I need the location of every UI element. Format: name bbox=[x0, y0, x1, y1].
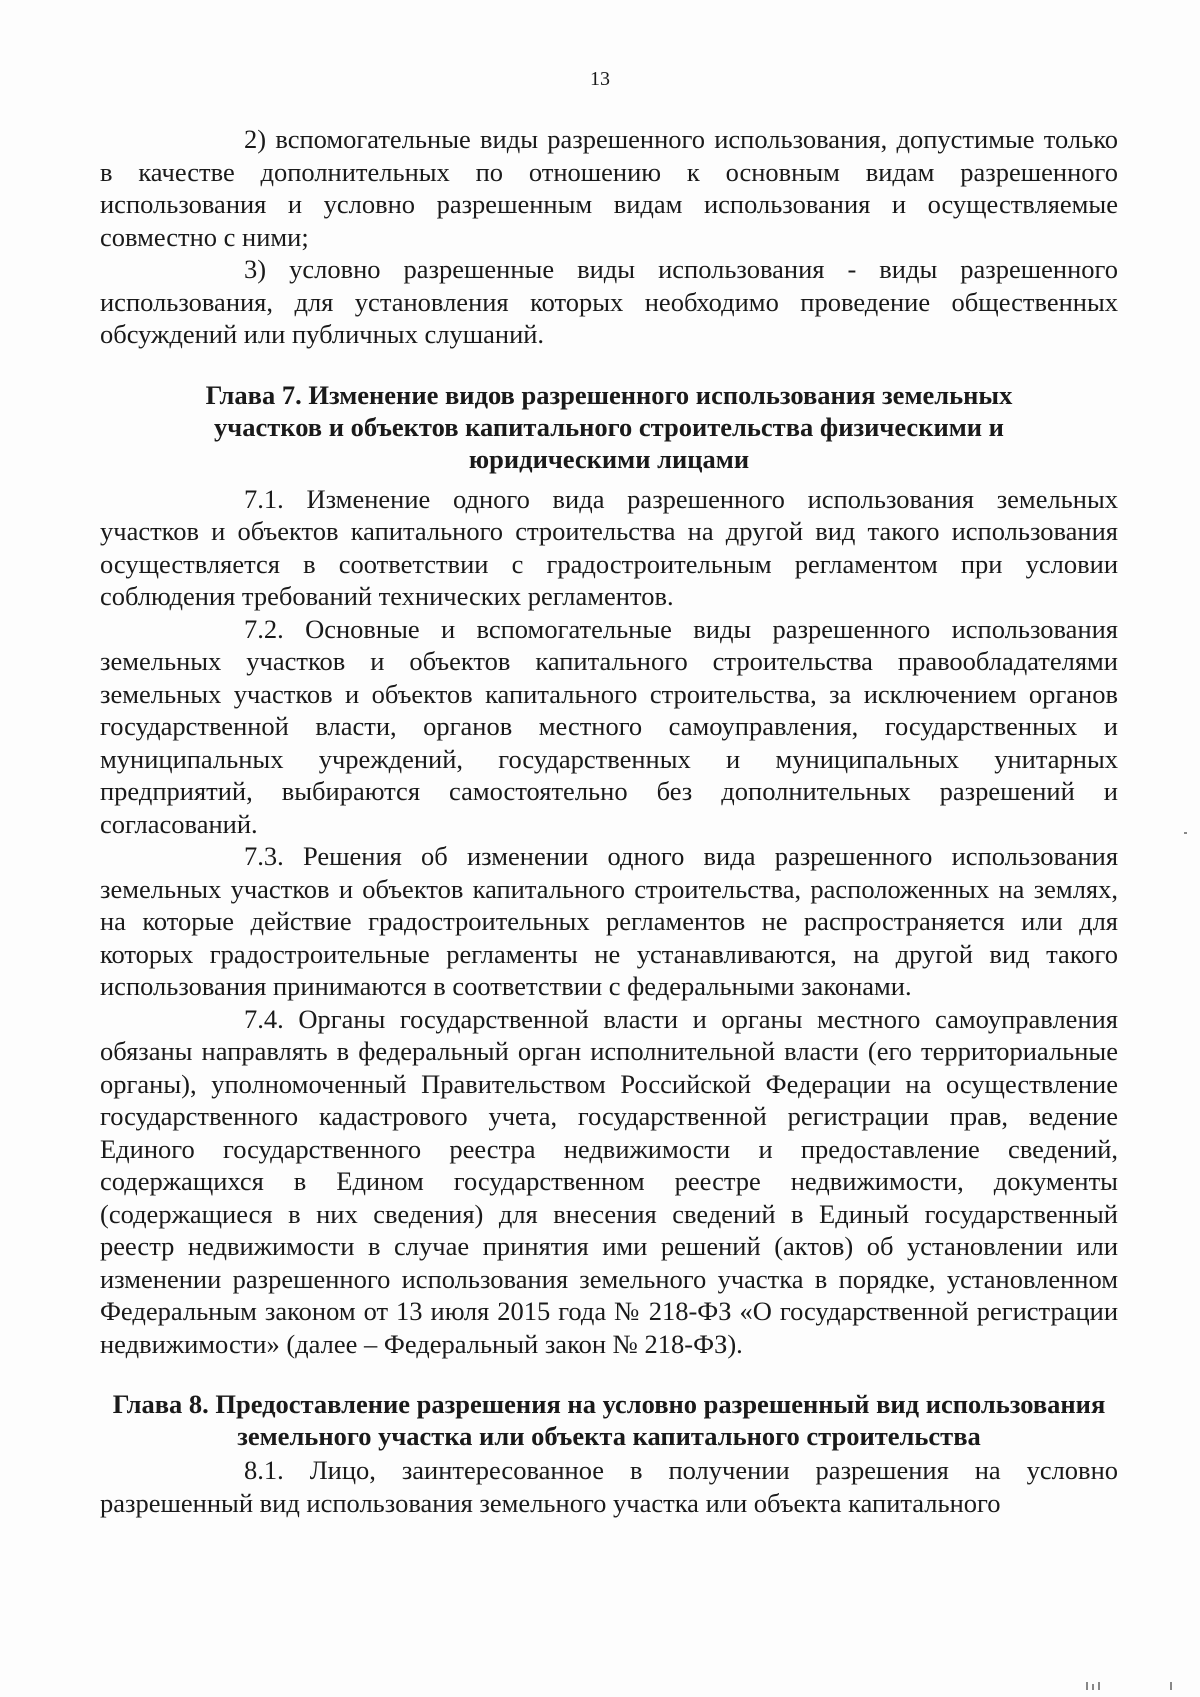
paragraph-7-4 bbox=[100, 1003, 1118, 1361]
paragraph-text: Органы государственной власти и органы местного самоуправления обязаны направлять в федеральный орган исполнительной власти (его территориальные органы), уполномоченный Правительством Российской Федерации на осуществление государственного кадастрового учета, государственной регистрации прав, ведение Единого государственного реестра недвижимости и предоставление сведений, содержащихся в Едином государственном реестре недвижимости, документы (содержащиеся в них сведения) для внесения сведений в Единый государственный реестр недвижимости в случае принятия ими решений (актов) об установлении или изменении разрешенного использования земельного участка в порядке, установленном Федеральным законом от 13 июля 2015 года № 218-ФЗ «О государственной регистрации недвижимости» (далее – Федеральный закон № 218-ФЗ). bbox=[100, 1003, 1118, 1359]
page-number: 13 bbox=[590, 68, 610, 90]
paragraph-text: Лицо, заинтересованное в получении разрешения на условно разрешенный вид использования земельного участка или объекта капитального bbox=[100, 1455, 1119, 1518]
paragraph-number: 7.3. bbox=[244, 841, 284, 871]
paragraph-number: 8.1. bbox=[244, 1455, 284, 1485]
scan-artifact bbox=[1092, 1684, 1094, 1690]
list-item bbox=[100, 253, 1118, 351]
list-item-number: 3) bbox=[244, 254, 267, 284]
paragraph-7-3 bbox=[100, 840, 1118, 1003]
paragraph-number: 7.2. bbox=[244, 613, 284, 644]
scan-artifact bbox=[1184, 832, 1187, 834]
paragraph-text: Основные и вспомогательные виды разрешенного использования земельных участков и объектов капитального строительства правообладателями земельных участков и объектов капитального строительства, за исключением органов государственной власти, органов местного самоуправления, государственных и муниципальных учреждений, государственных и муниципальных унитарных предприятий, выбираются самостоятельно без дополнительных разрешений и согласований. bbox=[100, 613, 1118, 839]
paragraph-7-2 bbox=[100, 613, 1118, 841]
scan-artifact bbox=[1098, 1682, 1100, 1690]
list-item-text: условно разрешенные виды использования - виды разрешенного использования, для установления которых необходимо проведение общественных обсуждений или публичных слушаний. bbox=[100, 254, 1118, 349]
paragraph-text: Решения об изменении одного вида разрешенного использования земельных участков и объектов капитального строительства, расположенных на землях, на которые действие градостроительных регламентов не распространяется или для которых градостроительные регламенты не устанавливаются, на другой вид такого использования принимаются в соответствии с федеральными законами. bbox=[100, 841, 1119, 1001]
list-item bbox=[100, 123, 1118, 253]
paragraph-number: 7.4. bbox=[244, 1003, 284, 1034]
paragraph-8-1 bbox=[100, 1454, 1118, 1519]
scan-artifact bbox=[1086, 1682, 1088, 1690]
list-item-number: 2) bbox=[244, 124, 267, 154]
chapter-7-title: Глава 7. Изменение видов разрешенного использования земельных участков и объектов капитального строительства физическими и юридическими лицами bbox=[205, 379, 1013, 474]
chapter-8-title: Глава 8. Предоставление разрешения на условно разрешенный вид использования земельного участка или объекта капитального строительства bbox=[112, 1389, 1106, 1451]
paragraph-7-1 bbox=[100, 483, 1118, 613]
scan-artifact bbox=[1170, 1682, 1172, 1690]
paragraph-number: 7.1. bbox=[244, 483, 284, 514]
document-body bbox=[100, 123, 1118, 1519]
list-item-text: вспомогательные виды разрешенного использования, допустимые только в качестве дополнительных по отношению к основным видам разрешенного использования и условно разрешенным видам использования и осуществляемые совместно с ними; bbox=[100, 124, 1119, 252]
paragraph-text: Изменение одного вида разрешенного использования земельных участков и объектов капитального строительства на другой вид такого использования осуществляется в соответствии с градостроительным регламентом при условии соблюдения требований технических регламентов. bbox=[100, 483, 1119, 611]
